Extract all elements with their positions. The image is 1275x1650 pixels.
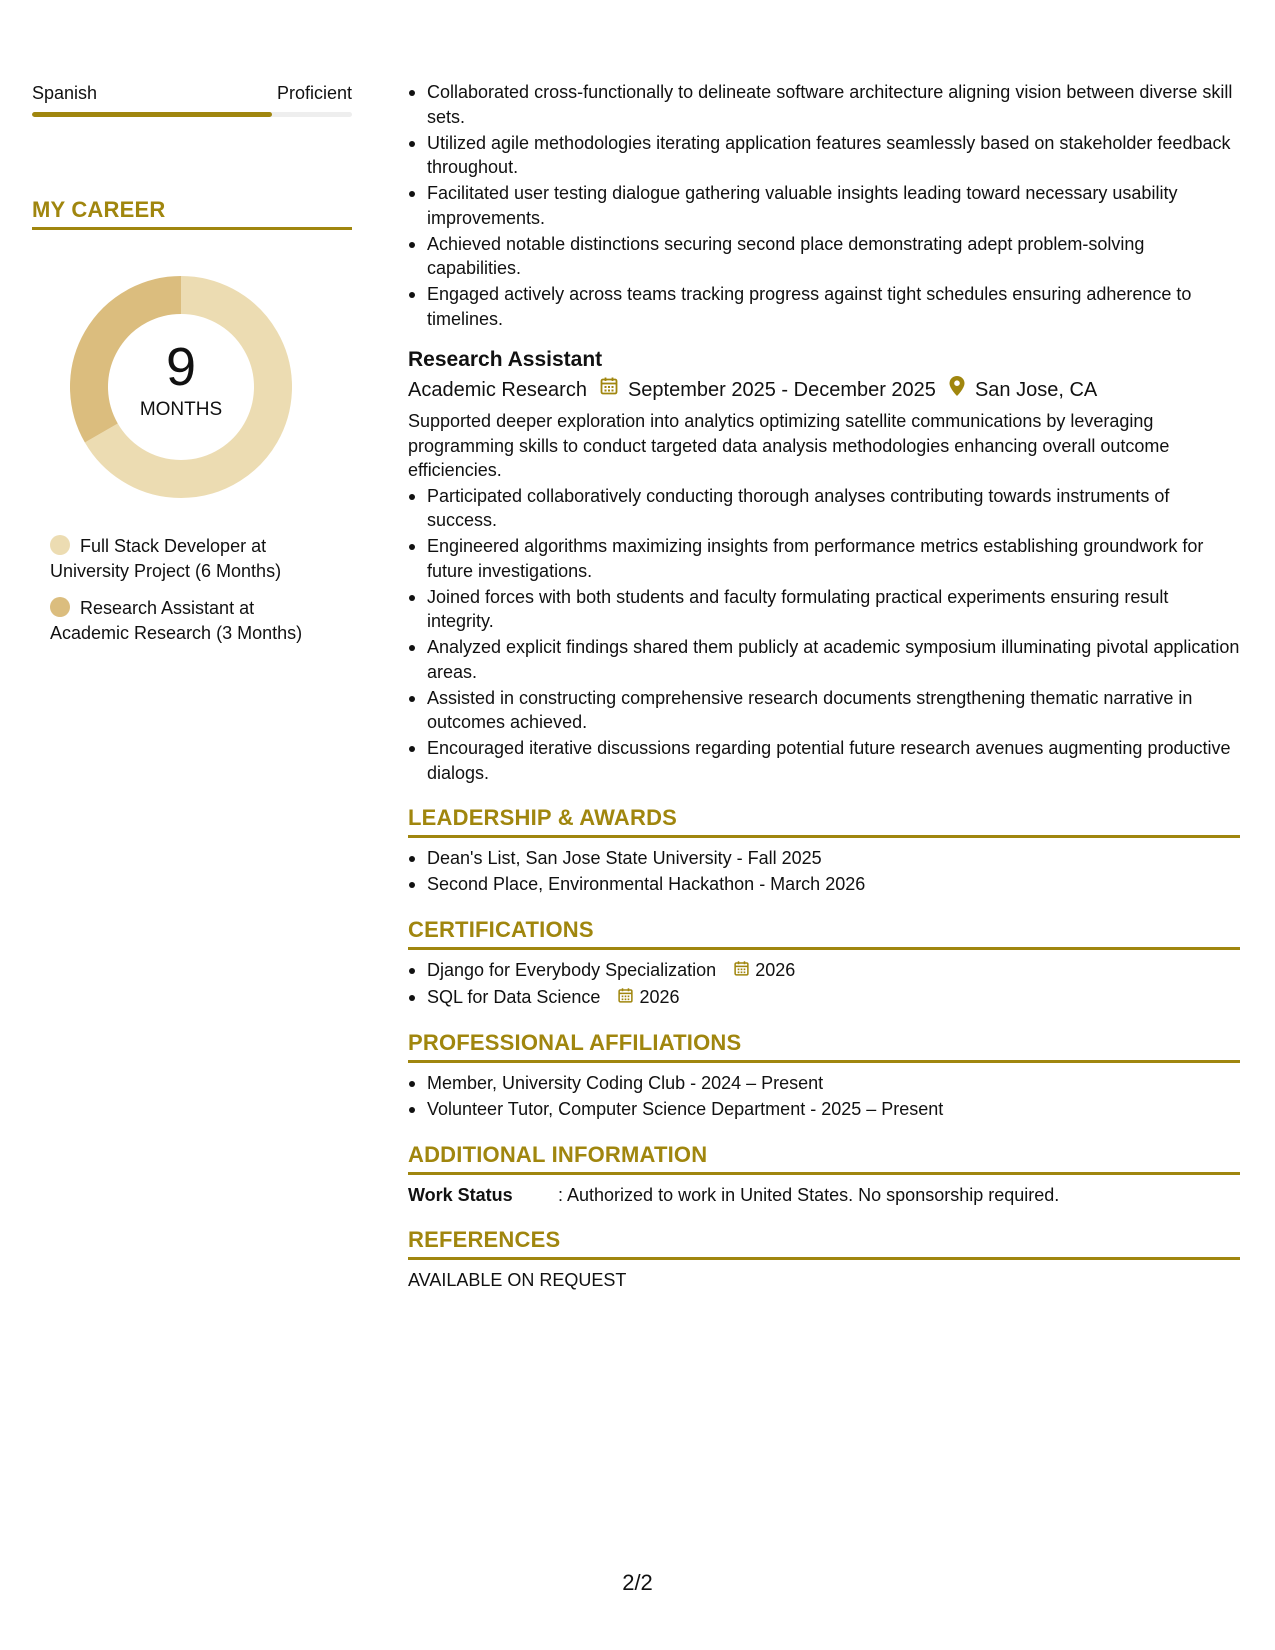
donut-center	[66, 272, 296, 502]
bullet-item: Utilized agile methodologies iterating application features seamlessly based on stakeholder feedback throughout.	[408, 131, 1240, 180]
bullet-item: Participated collaboratively conducting thorough analyses contributing towards instruments of success.	[408, 484, 1240, 533]
job-description: Supported deeper exploration into analytics optimizing satellite communications by leveraging programming skills to conduct targeted data analysis methodologies enhancing overall outcome efficiencies.	[408, 411, 1170, 480]
references-section-title: REFERENCES	[408, 1225, 1240, 1260]
bullet-item: Collaborated cross-functionally to delineate software architecture aligning vision between diverse skill sets.	[408, 80, 1240, 129]
legend-dot	[50, 597, 70, 617]
additional-info-section-title: ADDITIONAL INFORMATION	[408, 1140, 1240, 1175]
certification-name: SQL for Data Science	[427, 986, 601, 1007]
main-content	[408, 80, 1240, 1293]
language-name: Spanish	[32, 83, 98, 103]
career-total-value: 9	[165, 337, 197, 397]
job-location: San Jose, CA	[974, 379, 1098, 401]
calendar-icon	[733, 959, 750, 984]
sidebar	[32, 80, 352, 658]
certification-item	[408, 958, 1240, 984]
bullet-item: Engaged actively across teams tracking progress against tight schedules ensuring adherence to timelines.	[408, 282, 1240, 331]
bullet-item: Achieved notable distinctions securing second place demonstrating adept problem-solving capabilities.	[408, 232, 1240, 281]
leadership-list	[408, 846, 1240, 897]
legend-item	[50, 596, 332, 646]
references-text: AVAILABLE ON REQUEST	[408, 1270, 627, 1290]
certifications-section-title: CERTIFICATIONS	[408, 915, 1240, 950]
certification-year: 2026	[639, 986, 680, 1007]
calendar-icon	[599, 376, 619, 404]
certifications-list	[408, 958, 1240, 1011]
job-company: Academic Research	[408, 379, 587, 401]
bullet-item: Analyzed explicit findings shared them publicly at academic symposium illuminating pivotal application areas.	[408, 635, 1240, 684]
bullet-item: Joined forces with both students and faculty formulating practical experiments ensuring result integrity.	[408, 585, 1240, 634]
language-proficiency-bar	[32, 112, 352, 117]
list-item: Dean's List, San Jose State University - Fall 2025	[408, 846, 1240, 871]
legend-dot	[50, 535, 70, 555]
certification-name: Django for Everybody Specialization	[427, 959, 717, 980]
language-level: Proficient	[276, 83, 352, 103]
bullet-item: Facilitated user testing dialogue gathering valuable insights leading toward necessary usability improvements.	[408, 181, 1240, 230]
certification-item	[408, 985, 1240, 1011]
bullet-item: Encouraged iterative discussions regarding potential future research avenues augmenting productive dialogs.	[408, 736, 1240, 785]
work-status-row	[408, 1183, 1240, 1208]
list-item: Member, University Coding Club - 2024 – Present	[408, 1071, 1240, 1096]
previous-job-bullets	[408, 80, 1240, 331]
certification-year: 2026	[755, 959, 796, 980]
language-proficiency-fill	[32, 112, 272, 117]
legend-item	[50, 534, 332, 584]
legend-label: Research Assistant at Academic Research (3 Months)	[50, 598, 303, 643]
career-legend	[32, 534, 332, 646]
language-row	[32, 80, 352, 106]
map-pin-icon	[948, 375, 966, 405]
career-section-title: MY CAREER	[32, 197, 352, 230]
career-total-unit: MONTHS	[139, 399, 223, 420]
calendar-icon	[617, 986, 634, 1011]
legend-label: Full Stack Developer at University Project (6 Months)	[50, 536, 282, 581]
job-title: Research Assistant	[408, 348, 603, 371]
page-number: 2/2	[622, 1570, 653, 1595]
list-item: Second Place, Environmental Hackathon - March 2026	[408, 872, 1240, 897]
work-status-value: : Authorized to work in United States. No sponsorship required.	[558, 1184, 1060, 1205]
bullet-item: Engineered algorithms maximizing insights from performance metrics establishing groundwork for future investigations.	[408, 534, 1240, 583]
bullet-item: Assisted in constructing comprehensive research documents strengthening thematic narrative in outcomes achieved.	[408, 686, 1240, 735]
work-status-label: Work Status	[408, 1184, 513, 1205]
affiliations-section-title: PROFESSIONAL AFFILIATIONS	[408, 1028, 1240, 1063]
job-meta	[408, 375, 1240, 405]
job-dates: September 2025 - December 2025	[627, 379, 936, 401]
leadership-section-title: LEADERSHIP & AWARDS	[408, 803, 1240, 838]
list-item: Volunteer Tutor, Computer Science Department - 2025 – Present	[408, 1097, 1240, 1122]
affiliations-list	[408, 1071, 1240, 1122]
career-donut-chart	[66, 272, 296, 502]
job-bullets	[408, 484, 1240, 786]
